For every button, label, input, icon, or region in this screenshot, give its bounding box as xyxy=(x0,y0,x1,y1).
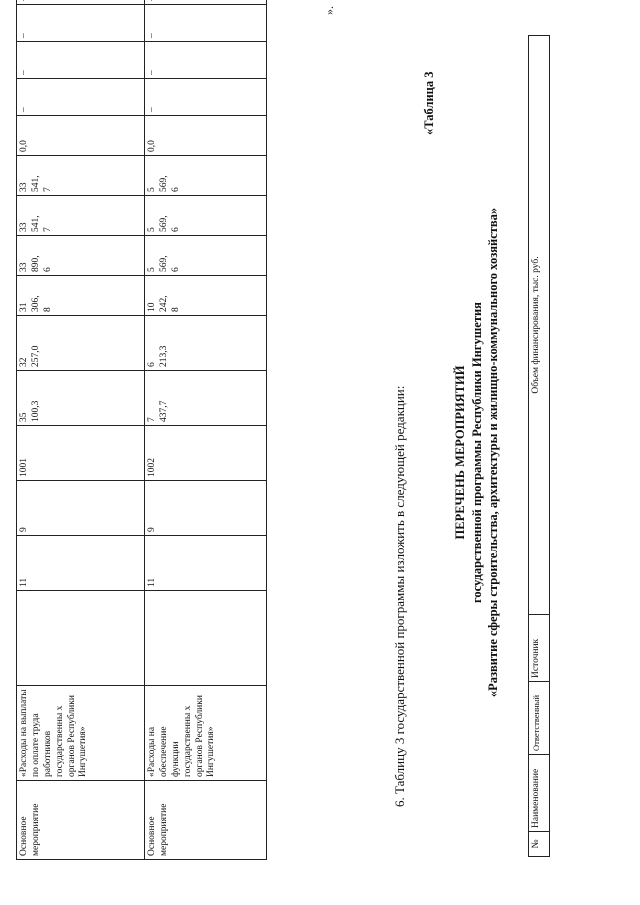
value-cell: 31 306, 8 xyxy=(17,276,145,316)
dash-cell: – xyxy=(145,42,267,79)
value-cell: 5 569, 6 xyxy=(145,236,267,276)
dash-cell: – xyxy=(17,79,145,116)
dash-cell: – xyxy=(17,42,145,79)
code-cell: 1001 xyxy=(17,426,145,481)
table-label: «Таблица 3 xyxy=(422,71,436,135)
measure-name-cell: «Расходы на обеспечение функции государственны х органов Республики Ингушетия» xyxy=(145,686,267,781)
measure-type-cell: Основное мероприятие xyxy=(145,781,267,860)
dash-cell xyxy=(145,0,267,5)
value-cell: 10 242, 8 xyxy=(145,276,267,316)
value-cell: 35 100,3 xyxy=(17,371,145,426)
code-cell: 9 xyxy=(145,481,267,536)
code-cell: 9 xyxy=(17,481,145,536)
value-cell: 33 890, 6 xyxy=(17,236,145,276)
measure-name-cell: «Расходы на выплаты по оплате труда работников государственны х органов Республики Ингушетия» xyxy=(17,686,145,781)
value-cell: 33 541, 7 xyxy=(17,196,145,236)
value-cell: 33 541, 7 xyxy=(17,156,145,196)
table-row xyxy=(17,0,145,860)
document-heading-program: государственной программы Республики Ингушетия xyxy=(470,302,484,603)
header-responsible: Ответственный xyxy=(529,682,550,755)
dash-cell: – xyxy=(145,79,267,116)
header-row xyxy=(529,36,550,857)
measures-table xyxy=(16,0,267,860)
value-cell: 32 257,0 xyxy=(17,316,145,371)
instruction-text: 6. Таблицу 3 государственной программы изложить в следующей редакции: xyxy=(392,385,407,807)
empty-cell xyxy=(17,591,145,686)
measure-type-cell: Основное мероприятие xyxy=(17,781,145,860)
dash-cell xyxy=(17,0,145,5)
code-cell: 11 xyxy=(145,536,267,591)
dash-cell: – xyxy=(17,5,145,42)
value-cell: 0,0 xyxy=(17,116,145,156)
value-cell: 7 437,7 xyxy=(145,371,267,426)
document-heading-title: ПЕРЕЧЕНЬ МЕРОПРИЯТИЙ xyxy=(453,365,467,540)
dash-cell: – xyxy=(145,5,267,42)
code-cell: 1002 xyxy=(145,426,267,481)
value-cell: 5 569, 6 xyxy=(145,156,267,196)
code-cell: 11 xyxy=(17,536,145,591)
header-number: № xyxy=(529,832,550,857)
value-cell: 6 213,3 xyxy=(145,316,267,371)
table-row xyxy=(145,0,267,860)
closing-quote: ». xyxy=(322,6,336,15)
header-name: Наименование xyxy=(529,755,550,832)
value-cell: 5 569, 6 xyxy=(145,196,267,236)
header-source: Источник xyxy=(529,615,550,682)
value-cell: 0,0 xyxy=(145,116,267,156)
document-heading-program-name: «Развитие сферы строительства, архитектуры и жилищно-коммунального хозяйства» xyxy=(486,207,500,698)
empty-cell xyxy=(145,591,267,686)
table-header xyxy=(528,35,550,857)
header-funding-volume: Объем финансирования, тыс. руб. xyxy=(529,36,550,615)
